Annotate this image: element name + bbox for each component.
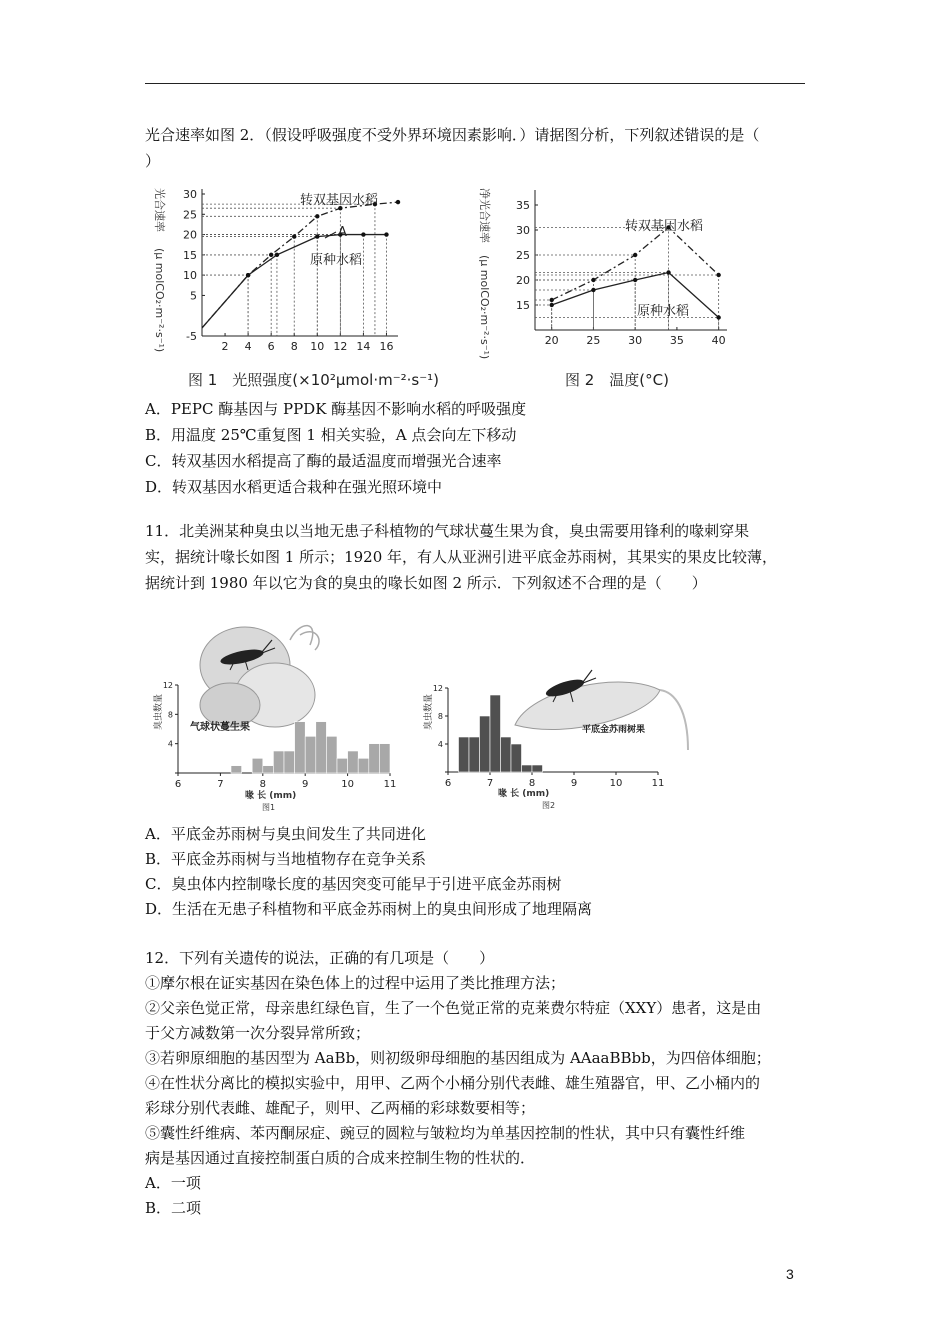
fig1-x-tick-label: 12 — [333, 340, 348, 353]
fig2-caption: 图 2 温度(°C) — [565, 371, 669, 389]
fig1-label-original: 原种水稻 — [310, 253, 363, 268]
fig1-x-tick-label: 2 — [221, 340, 229, 353]
hist1-x-tick-label: 8 — [259, 779, 266, 790]
hist2-bar — [490, 695, 501, 772]
fig1-point — [384, 232, 388, 236]
q12-stem: 12．下列有关遗传的说法，正确的有几项是（ ） — [145, 949, 495, 967]
hist1-bar — [358, 758, 369, 773]
q12-item4-line2: 彩球分别代表雌、雄配子，则甲、乙两桶的彩球数要相等； — [145, 1099, 536, 1117]
fig2-point — [633, 278, 637, 282]
hist1-bar — [369, 744, 380, 773]
q12-item2-line2: 于父方减数第一次分裂异常所致； — [145, 1024, 371, 1042]
figure1-light-intensity-chart — [150, 180, 455, 395]
fig1-ylabel-top: 光合速率 — [153, 188, 166, 232]
fig1-point — [361, 232, 365, 236]
hist2-x-tick-label: 8 — [528, 778, 536, 789]
fig2-y-tick-label: 15 — [516, 299, 530, 312]
q10-stem-line2: ） — [145, 152, 161, 170]
fig1-point — [292, 234, 296, 238]
q11-stem-line3: 据统计到 1980 年以它为食的臭虫的喙长如图 2 所示．下列叙述不合理的是（ ） — [145, 574, 707, 592]
hist1-bar — [231, 766, 242, 773]
hist2-bar — [480, 716, 491, 772]
fig2-point — [716, 273, 720, 277]
hist2-caption: 图2 — [542, 801, 556, 810]
hist1-ylabel: 臭虫数量 — [154, 693, 164, 730]
fig2-x-tick-label: 40 — [711, 334, 726, 347]
fig2-y-tick-label: 30 — [516, 224, 530, 237]
hist1-bar — [348, 751, 359, 773]
balloon-fruit-illustration — [200, 626, 319, 727]
fig1-ylabel-unit: (μ molCO₂·m⁻²·s⁻¹) — [153, 248, 166, 353]
fig2-point — [633, 253, 637, 257]
fig2-point — [716, 315, 720, 319]
hist2-xlabel: 喙 长 (mm) — [498, 789, 550, 799]
hist2-bar — [469, 737, 480, 772]
fig1-x-tick-label: 4 — [244, 340, 252, 353]
fig1-y-tick-label: -5 — [186, 330, 197, 343]
q10-option-a: A．PEPC 酶基因与 PPDK 酶基因不影响水稻的呼吸强度 — [145, 400, 527, 418]
fig1-x-tick-label: 16 — [379, 340, 394, 353]
fig1-point — [315, 214, 319, 218]
histogram2-goldenrain-fruit — [420, 660, 670, 815]
fig1-point — [315, 234, 319, 238]
hist1-bar — [326, 736, 337, 773]
fig2-y-tick-label: 20 — [516, 274, 530, 287]
q12-item3: ③若卵原细胞的基因型为 AaBb，则初级卵母细胞的基因组成为 AAaaBBbb，为四倍体细胞； — [145, 1049, 771, 1067]
q11-option-d: D．生活在无患子科植物和平底金苏雨树上的臭虫间形成了地理隔离 — [145, 900, 593, 918]
q12-item5-line2: 病是基因通过直接控制蛋白质的合成来控制生物的性状的． — [145, 1149, 536, 1167]
hist2-x-tick-label: 10 — [609, 778, 623, 789]
hist2-bars — [459, 695, 543, 772]
q11-option-b: B．平底金苏雨树与当地植物存在竞争关系 — [145, 850, 427, 868]
header-rule — [145, 83, 805, 84]
fig2-x-tick-label: 20 — [544, 334, 559, 347]
fig1-label-A: A — [338, 225, 347, 240]
hist1-x-tick-label: 9 — [302, 779, 309, 790]
q11-option-c: C．臭虫体内控制喙长度的基因突变可能早于引进平底金苏雨树 — [145, 875, 562, 893]
q12-item2-line1: ②父亲色觉正常，母亲患红绿色盲，生了一个色觉正常的克莱费尔特症（XXY）患者，这是由 — [145, 999, 762, 1017]
hist2-y-tick-label: 8 — [437, 712, 443, 721]
fig1-point — [246, 273, 250, 277]
fig2-marks — [535, 225, 721, 330]
q10-stem-line1: 光合速率如图 2．（假设呼吸强度不受外界环境因素影响．）请据图分析，下列叙述错误的是（ — [145, 126, 760, 144]
hist2-x-tick-label: 9 — [570, 778, 578, 789]
fig2-axes — [516, 190, 727, 347]
figure2-temperature-chart — [475, 180, 745, 395]
hist1-bar — [263, 766, 274, 773]
fig2-x-tick-label: 25 — [586, 334, 601, 347]
hist1-bar — [337, 758, 348, 773]
hist2-x-tick-label: 7 — [486, 778, 494, 789]
hist1-y-tick-label: 12 — [162, 681, 173, 690]
fig1-y-tick-label: 10 — [183, 269, 197, 283]
fig1-y-tick-label: 15 — [183, 248, 197, 262]
hist2-inner-label: 平底金苏雨树果 — [582, 725, 646, 735]
fig1-y-tick-label: 30 — [183, 188, 197, 201]
fig1-label-transgenic: 转双基因水稻 — [300, 193, 379, 208]
hist1-bar — [252, 758, 263, 773]
hist1-bars — [231, 722, 390, 773]
hist2-x-tick-label: 11 — [651, 778, 665, 789]
q10-option-d: D．转双基因水稻更适合栽种在强光照环境中 — [145, 478, 443, 496]
hist2-ylabel: 臭虫数量 — [424, 693, 434, 730]
fig1-y-tick-label: 5 — [190, 289, 197, 303]
hist2-x-tick-label: 6 — [444, 778, 452, 789]
fig2-x-tick-label: 35 — [669, 334, 684, 347]
fig2-point — [549, 303, 553, 307]
fig1-marks — [202, 200, 400, 336]
q12-item5-line1: ⑤囊性纤维病、苯丙酮尿症、豌豆的圆粒与皱粒均为单基因控制的性状，其中只有囊性纤维 — [145, 1124, 746, 1142]
fig1-x-tick-label: 6 — [267, 340, 275, 353]
fig1-series-transgenic — [202, 202, 398, 328]
fig1-caption: 图 1 光照强度(×10²μmol·m⁻²·s⁻¹) — [188, 371, 440, 389]
page-number: 3 — [786, 1266, 794, 1282]
fig2-ylabel-unit: (μ molCO₂·m⁻²·s⁻¹) — [478, 255, 491, 360]
hist1-x-tick-label: 11 — [383, 779, 397, 790]
hist1-y-tick-label: 8 — [167, 710, 173, 720]
goldenrain-fruit-illustration — [515, 682, 688, 750]
hist1-bar — [284, 751, 295, 773]
hist1-x-tick-label: 6 — [174, 779, 182, 790]
fig1-point — [275, 253, 279, 257]
hist2-y-tick-label: 4 — [437, 740, 443, 749]
q11-stem-line1: 11．北美洲某种臭虫以当地无患子科植物的气球状蔓生果为食，臭虫需要用锋利的喙刺穿果 — [145, 522, 750, 540]
fig1-x-tick-label: 10 — [310, 340, 325, 353]
hist2-y-tick-label: 12 — [432, 684, 443, 693]
q11-option-a: A．平底金苏雨树与臭虫间发生了共同进化 — [145, 825, 426, 843]
q12-option-b: B．二项 — [145, 1199, 202, 1217]
fig1-y-tick-label: 25 — [183, 208, 197, 222]
fig2-y-tick-label: 25 — [516, 249, 530, 262]
q10-option-c: C．转双基因水稻提高了酶的最适温度而增强光合速率 — [145, 452, 502, 470]
q10-option-b: B．用温度 25℃重复图 1 相关实验，A 点会向左下移动 — [145, 426, 517, 444]
fig2-ylabel-top: 净光合速率 — [478, 188, 491, 243]
hist2-bar — [501, 737, 512, 772]
hist1-y-tick-label: 4 — [167, 739, 173, 749]
fig2-x-tick-label: 30 — [628, 334, 643, 347]
fig2-point — [591, 278, 595, 282]
fig1-y-tick-label: 20 — [183, 228, 197, 242]
q12-item4-line1: ④在性状分离比的模拟实验中，用甲、乙两个小桶分别代表雌、雄生殖器官，甲、乙小桶内的 — [145, 1074, 761, 1092]
fig1-point — [396, 200, 400, 204]
q12-item1: ①摩尔根在证实基因在染色体上的过程中运用了类比推理方法； — [145, 974, 566, 992]
fig1-axes — [183, 188, 398, 353]
fig1-point — [269, 253, 273, 257]
hist2-bar — [532, 765, 543, 772]
histogram1-balloon-fruit — [150, 610, 395, 815]
q12-option-a: A．一项 — [145, 1174, 201, 1192]
fig1-x-tick-label: 8 — [290, 340, 298, 353]
fig2-point — [591, 288, 595, 292]
hist1-bar — [305, 736, 316, 773]
hist1-bar — [379, 744, 390, 773]
fig2-y-tick-label: 35 — [516, 199, 530, 212]
hist1-bar — [316, 722, 327, 773]
fig2-point — [549, 298, 553, 302]
hist1-inner-label: 气球状蔓生果 — [190, 722, 250, 733]
fig2-label-original: 原种水稻 — [637, 304, 690, 319]
hist2-bar — [459, 737, 470, 772]
hist1-xlabel: 喙 长 (mm) — [245, 791, 297, 801]
hist1-x-tick-label: 10 — [341, 779, 354, 790]
fig1-x-tick-label: 14 — [356, 340, 371, 353]
hist1-x-tick-label: 7 — [217, 779, 224, 790]
hist2-bar — [511, 744, 522, 772]
hist2-bar — [522, 765, 533, 772]
hist1-caption: 图1 — [262, 803, 276, 812]
fig2-point — [666, 270, 670, 274]
q11-stem-line2: 实，据统计喙长如图 1 所示；1920 年，有人从亚洲引进平底金苏雨树，其果实的果皮比较薄， — [145, 548, 778, 566]
fig2-label-transgenic: 转双基因水稻 — [625, 219, 704, 234]
hist1-bar — [295, 722, 306, 773]
hist1-bar — [273, 751, 284, 773]
